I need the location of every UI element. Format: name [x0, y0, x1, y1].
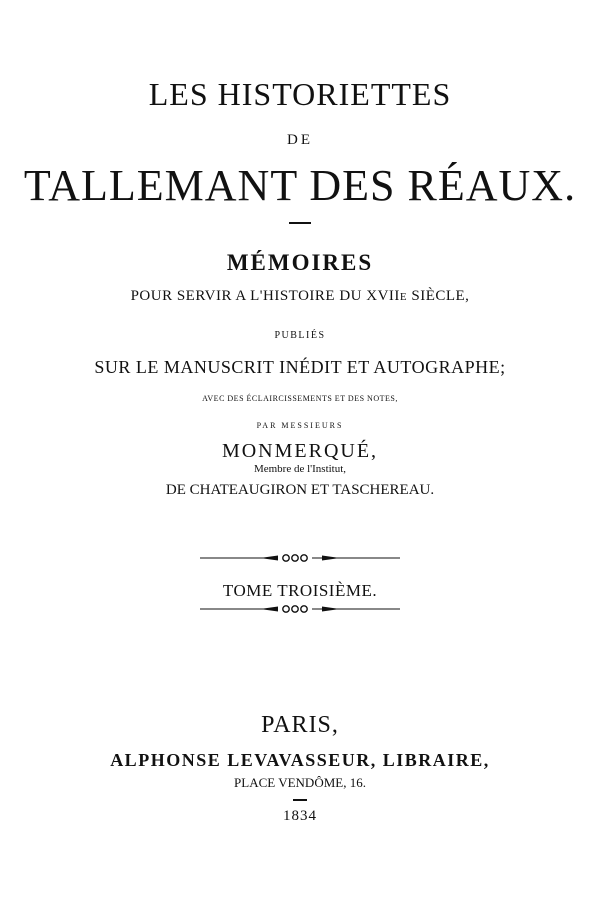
editors-others: DE CHATEAUGIRON ET TASCHEREAU. [165, 482, 435, 498]
title-de: DE [287, 132, 313, 148]
ornament-rule-top [200, 552, 400, 564]
title-line-1: LES HISTORIETTES [148, 76, 452, 112]
subtitle-memoires: MÉMOIRES [226, 250, 374, 275]
imprint-year: 1834 [283, 808, 317, 824]
volume-label: TOME TROISIÈME. [222, 581, 378, 600]
imprint-address: PLACE VENDÔME, 16. [234, 775, 366, 790]
editors-intro: PAR MESSIEURS [256, 421, 344, 430]
imprint-publisher: ALPHONSE LEVAVASSEUR, LIBRAIRE, [110, 750, 490, 770]
divider-dash-bottom [293, 799, 307, 801]
ornament-rule-bottom [200, 603, 400, 615]
editor-monmerque: MONMERQUÉ, [221, 440, 379, 462]
subtitle-eclaircissements: AVEC DES ÉCLAIRCISSEMENTS ET DES NOTES, [202, 394, 398, 403]
editor-affiliation: Membre de l'Institut, [253, 463, 347, 475]
subtitle-publies: PUBLIÉS [274, 330, 326, 341]
imprint-city: PARIS, [261, 712, 339, 738]
subtitle-manuscrit: SUR LE MANUSCRIT INÉDIT ET AUTOGRAPHE; [94, 357, 506, 377]
title-line-2: TALLEMANT DES RÉAUX. [23, 161, 577, 210]
divider-dash-top [289, 222, 311, 224]
subtitle-pour-servir: POUR SERVIR A L'HISTOIRE DU XVIIe SIÈCLE, [130, 288, 470, 304]
